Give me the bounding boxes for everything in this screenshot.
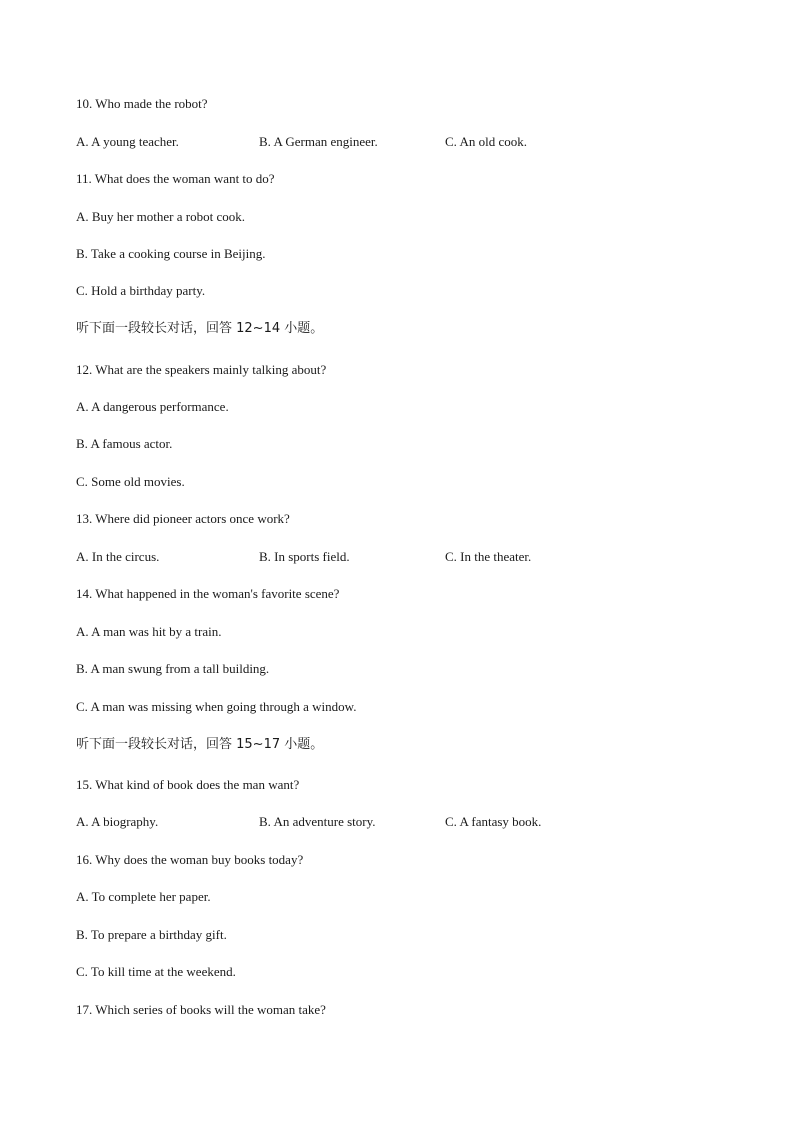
option-12-c: C. Some old movies. (76, 474, 185, 489)
option-14-a: A. A man was hit by a train. (76, 624, 222, 639)
option-15-c: C. A fantasy book. (445, 814, 542, 829)
option-10-a: A. A young teacher. (76, 134, 179, 149)
question-10: 10. Who made the robot? (76, 96, 208, 111)
question-12: 12. What are the speakers mainly talking about? (76, 362, 327, 377)
option-13-c: C. In the theater. (445, 549, 532, 564)
section-instruction-15-17: 听下面一段较长对话，回答 15~17 小题。 (76, 737, 324, 752)
option-12-b: B. A famous actor. (76, 436, 173, 451)
option-13-a: A. In the circus. (76, 549, 160, 564)
option-11-a: A. Buy her mother a robot cook. (76, 209, 245, 224)
option-16-b: B. To prepare a birthday gift. (76, 927, 227, 942)
option-14-c: C. A man was missing when going through a window. (76, 699, 357, 714)
option-13-b: B. In sports field. (259, 549, 350, 564)
option-16-c: C. To kill time at the weekend. (76, 964, 236, 979)
question-16: 16. Why does the woman buy books today? (76, 852, 304, 867)
option-15-b: B. An adventure story. (259, 814, 376, 829)
question-13: 13. Where did pioneer actors once work? (76, 511, 290, 526)
option-11-c: C. Hold a birthday party. (76, 283, 206, 298)
option-15-a: A. A biography. (76, 814, 159, 829)
question-14: 14. What happened in the woman's favorite scene? (76, 586, 340, 601)
option-14-b: B. A man swung from a tall building. (76, 661, 270, 676)
option-12-a: A. A dangerous performance. (76, 399, 229, 414)
option-10-c: C. An old cook. (445, 134, 527, 149)
question-17: 17. Which series of books will the woman take? (76, 1002, 326, 1017)
option-11-b: B. Take a cooking course in Beijing. (76, 246, 266, 261)
question-11: 11. What does the woman want to do? (76, 171, 275, 186)
question-15: 15. What kind of book does the man want? (76, 777, 300, 792)
section-instruction-12-14: 听下面一段较长对话，回答 12~14 小题。 (76, 321, 324, 336)
option-16-a: A. To complete her paper. (76, 889, 211, 904)
option-10-b: B. A German engineer. (259, 134, 378, 149)
